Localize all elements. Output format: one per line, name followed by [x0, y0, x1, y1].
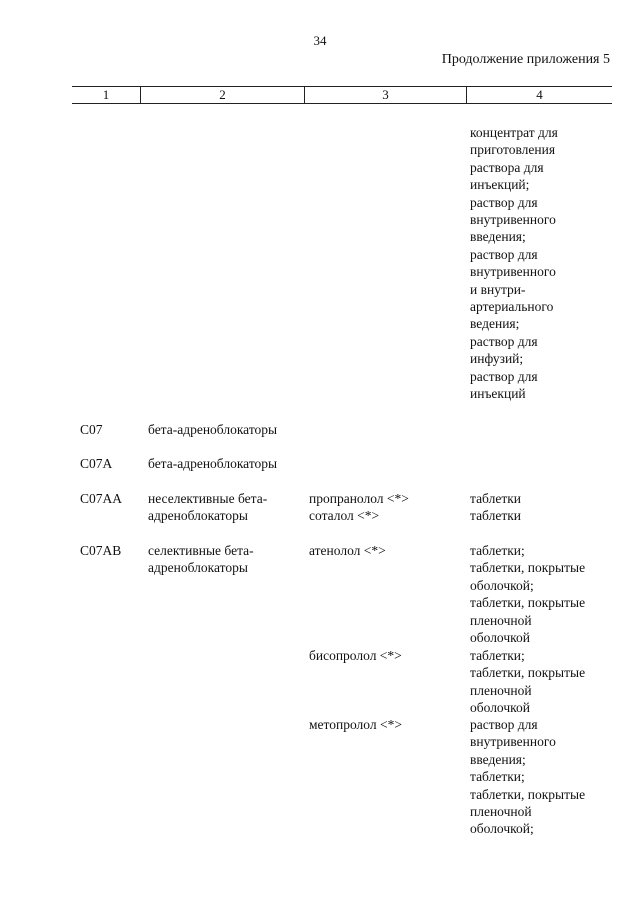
page-number: 34	[313, 33, 327, 48]
atc-code: C07A	[80, 456, 113, 471]
atc-code: C07	[80, 422, 103, 437]
top-dosage-forms: концентрат для приготовления раствора для инъекций; раствор для внутривенного введения; раствор для внутривенного и внутри- артериального ведения; раствор для инфузий; раствор для инъекций	[470, 125, 558, 402]
drug-name: пропранолол <*>	[309, 491, 409, 506]
dosage-forms: таблетки	[470, 508, 522, 523]
continuation-note: Продолжение приложения 5	[441, 52, 610, 67]
dosage-forms: таблетки; таблетки, покрытые пленочной оболочкой	[470, 648, 586, 716]
table-header-row	[72, 86, 612, 104]
atc-group-name: бета-адреноблокаторы	[148, 456, 278, 471]
dosage-forms: таблетки	[470, 491, 522, 506]
drug-name: атенолол <*>	[309, 543, 386, 558]
atc-group-name: бета-адреноблокаторы	[148, 422, 278, 437]
header-cell-1: 1	[102, 87, 110, 102]
atc-code: C07AA	[80, 491, 123, 506]
atc-group-name: неселективные бета- адреноблокаторы	[148, 491, 268, 524]
drug-name: соталол <*>	[309, 508, 380, 523]
dosage-forms: таблетки; таблетки, покрытые оболочкой; таблетки, покрытые пленочной оболочкой	[470, 543, 586, 646]
header-cell-2: 2	[140, 87, 304, 103]
atc-code: C07AB	[80, 543, 122, 558]
atc-group-name: селективные бета- адреноблокаторы	[148, 543, 254, 576]
dosage-forms: раствор для внутривенного введения; таблетки; таблетки, покрытые пленочной оболочкой;	[470, 717, 586, 837]
header-cell-3: 3	[304, 87, 466, 103]
drug-name: бисопролол <*>	[309, 648, 402, 663]
drug-name: метопролол <*>	[309, 717, 402, 732]
header-cell-4: 4	[466, 87, 612, 103]
